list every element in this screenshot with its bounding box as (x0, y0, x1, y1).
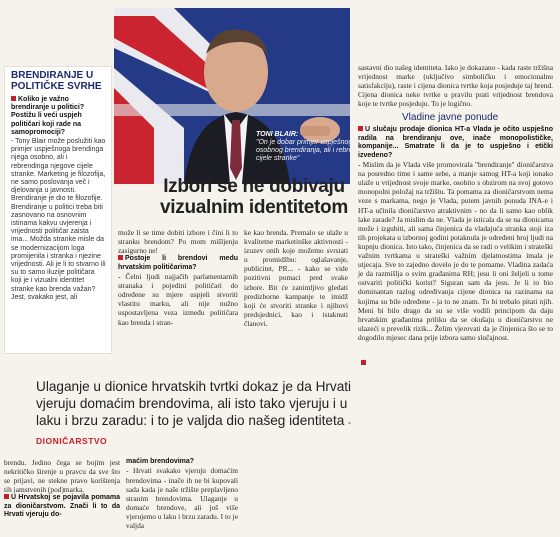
column-c-question (4, 494, 120, 519)
column-b-text: ke kao brenda. Premalo se ulaže u kvalitetne marketinške aktivnosti - izuzev onih koje možemo svrstati u promidžbu: oglašavanje, publicitet, PR... - kako se vide pozitivni pomaci pred svake izbore. Bit će zanimljivo gledati predizborne kampanje te imidž koji će stvoriti stranke i njihovi predsjednici, kao i istaknuti članovi. (244, 228, 348, 328)
subheading: Vladine javne ponude (402, 112, 499, 124)
column-d-answer: - Hrvati svakako vjeruju domaćim brendovima - inače ih ne bi kupovali sada kada je naše tržište preplavljeno stranim brendovima. Ulaganje u domaće brendove, ali još više vjerujemo u laku i brzu zaradu. I to je valjda (126, 466, 238, 530)
caption-name: TONI BLAIR: (256, 131, 299, 138)
column-d (126, 458, 238, 537)
bullet-icon (4, 494, 9, 499)
column-c-text: brendu. Jedino čega se bojim jest nekritičko širenje u pravcu da sve što se prijavi, ne stekne pravo korištenja tih jamstvenih (pod)marka. (4, 458, 120, 495)
column-a-question (118, 255, 238, 272)
column-end (358, 358, 553, 534)
column-right-question-text: U slučaju prodaje dionica HT-a Vlada je očito uspješno radila na brendiranju ove, inače monopolističke, kompanije... Smatrate li da je to uspješno i etički izvedeno? (358, 126, 553, 159)
bullet-icon (358, 126, 363, 131)
column-right-question (358, 126, 553, 160)
pull-quote (36, 378, 358, 450)
column-b (244, 228, 348, 358)
column-a (118, 228, 238, 358)
column-d-question: maćim brendovima? (126, 458, 195, 465)
column-e (244, 458, 354, 537)
sidebar-title: BRENDIRANJE U POLITIČKE SVRHE (11, 70, 102, 92)
sidebar-question (11, 96, 106, 137)
pull-quote-tag: - DIONIČARSTVO (36, 417, 352, 446)
end-mark-icon (361, 360, 366, 365)
sidebar-question-text: Koliko je važno brendiranje u politici? Postižu li veći uspjeh političari koji rade na samopromociji? (11, 96, 85, 136)
column-right-answer: - Mislim da je Vlada više promovirala "brendiranje" dioničarstva na posredno time i same sebe, a manje samog HT-a koji ionako ulaže u vrijednost svoje marke, osobito s obzirom na svoj gotovo monopolni položaj na tržištu. Ta pomama za dioničarstvom nema veze s markama, nego je Vlada, putem javnih ponuda INA-e i HT-a učinila dioničarstvo atraktivnim - no da li samo kao oblik lake zarade? Ja mislim da ne. Vlada je isticala da se na dionicama može i izgubiti, ali sama činjenica da vladajuća stranka stoji iza tih projekata u izbornoj godini potaknula je određeni broj ljudi na kupnju dionica. Isto tako, činjenica da se radi o velikim i strateški važnim tvrtkama u strateški važnim djelatnostima imala je utjecaja. Sve to zajedno dovelo je do te pomame. Vladina zadaća je da razmišlja o svim građanima RH; jesu li oni željeli u tome ostvariti politički korist? Siguran sam da jesu. Je li to bio dominantan razlog određivanja cijene dionica na razinama na kojima su bile određene - ja to ne znam. To bi trebalo pitati njih. Meni bi bilo drago da su se više vodili principom da daju hrvatskim građanima priliku da se okušaju u dioničarstvu ne ulazeći u prevelik rizik... Želim vjerovati da je činjenica što se to dogodilo mjesec dana prije izbora samo slučajnost. (358, 160, 553, 342)
bullet-icon (11, 96, 16, 101)
column-a-answer: - Čelni ljudi najjačih parlamentarnih stranaka i pojedini političari do određene su mjere uspjeli stvoriti vlastitu marku, ali nije nužno uspostavljena veza između političara kao brenda i stran- (118, 272, 238, 327)
column-right (358, 63, 553, 353)
caption-text: "On je dobar primjer uspješnog osobnog brendiranja, ali i rebrendinga cijele stranke" (256, 139, 374, 162)
sidebar-box (4, 66, 112, 354)
sidebar-answer: - Tony Blair može poslužiti kao primjer uspješnoga brendinga njega osobno, ali i rebrendinga njegove cijele stranke. Marketing je filozofija, ne samo poslovanja več i djelovanja u javnosti. Brendiranje je dio te filozofije. Brendiranje u politici treba biti zasnovano na osnovnim istinama kakvu uvjerenja i vrijednosti političar zaista ima... Možda stranke misle da se modernizacijom loga promijenila i stranka i njezine vrijednosti. Ali je li to stvarno ili su to samo iluzije političara koji je i vizualni identitet stranke kao brenda važan? Jest, svakako jest, ali (11, 138, 106, 301)
column-a-text: može li se time dobiti izbore i čini li to stranku brendom? Po mom mišljenju zasigurno ne! (118, 228, 238, 256)
column-c-question-text: U Hrvatskoj se pojavila pomama za dioničarstvom. Znači li to da Hrvati vjeruju do- (4, 494, 120, 519)
article-headline: Izbori se ne dobivaju vizualnim identitetom (160, 176, 348, 218)
pull-quote-text: Ulaganje u dionice hrvatskih tvrtki dokaz je da Hrvati vjeruju domaćim brendovima, ali isto tako vjeruju i u laku i brzu zaradu: i to je valjda dio našeg identiteta (36, 379, 352, 428)
bullet-icon (118, 255, 123, 260)
column-right-text: sastavni dio našeg identiteta. Iako je dokazano - kada raste tržišna vrijednost marke (uključivo simboličku i emocionalnu satisfakciju), raste i cijena dionica tvrtke koja posjeduje taj brend. Cijena dionica neke tvrtke u pravilu prati vrijednost brendova koje te tvrtke posjeduju. To je logično. (358, 63, 553, 109)
column-a-question-text: Postoje li brendovi medu hrvatskim političarima? (118, 255, 238, 271)
column-c (4, 458, 120, 537)
portrait-photo (114, 8, 374, 184)
